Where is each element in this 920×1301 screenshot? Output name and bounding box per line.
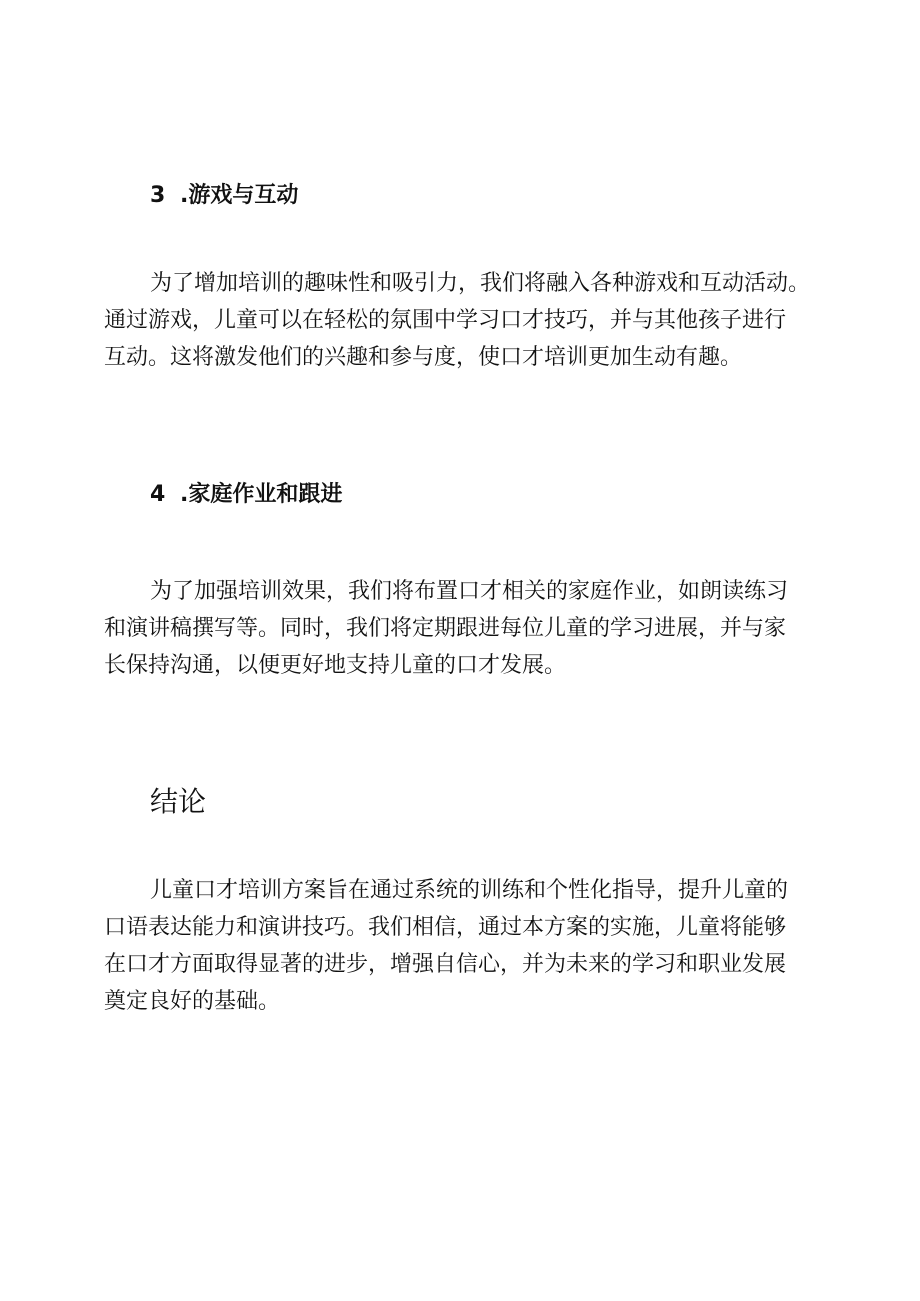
paragraph-line: 口语表达能力和演讲技巧。我们相信，通过本方案的实施，儿童将能够 — [104, 915, 787, 940]
conclusion-paragraph — [104, 872, 824, 1020]
paragraph-line: 儿童口才培训方案旨在通过系统的训练和个性化指导，提升儿童的 — [150, 878, 789, 903]
section-4-heading — [150, 477, 342, 508]
paragraph-line: 和演讲稿撰写等。同时，我们将定期跟进每位儿童的学习进展，并与家 — [104, 616, 787, 641]
section-4-paragraph — [104, 573, 824, 684]
paragraph-line: 通过游戏，儿童可以在轻松的氛围中学习口才技巧，并与其他孩子进行 — [104, 308, 787, 333]
section-3-heading — [150, 178, 298, 209]
paragraph-line: 互动。这将激发他们的兴趣和参与度，使口才培训更加生动有趣。 — [104, 345, 743, 370]
conclusion-heading: 结论 — [150, 785, 207, 818]
section-4-number: 4 — [150, 482, 166, 507]
paragraph-line: 长保持沟通，以便更好地支持儿童的口才发展。 — [104, 653, 567, 678]
section-3-number: 3 — [150, 183, 166, 208]
section-3-paragraph — [104, 265, 824, 376]
paragraph-line: 为了增加培训的趣味性和吸引力，我们将融入各种游戏和互动活动。 — [150, 271, 811, 296]
section-3-title: .游戏与互动 — [180, 183, 299, 208]
section-4-title: .家庭作业和跟进 — [180, 482, 343, 507]
paragraph-line: 为了加强培训效果，我们将布置口才相关的家庭作业，如朗读练习 — [150, 579, 789, 604]
paragraph-line: 在口才方面取得显著的进步，增强自信心，并为未来的学习和职业发展 — [104, 952, 787, 977]
paragraph-line: 奠定良好的基础。 — [104, 989, 281, 1014]
